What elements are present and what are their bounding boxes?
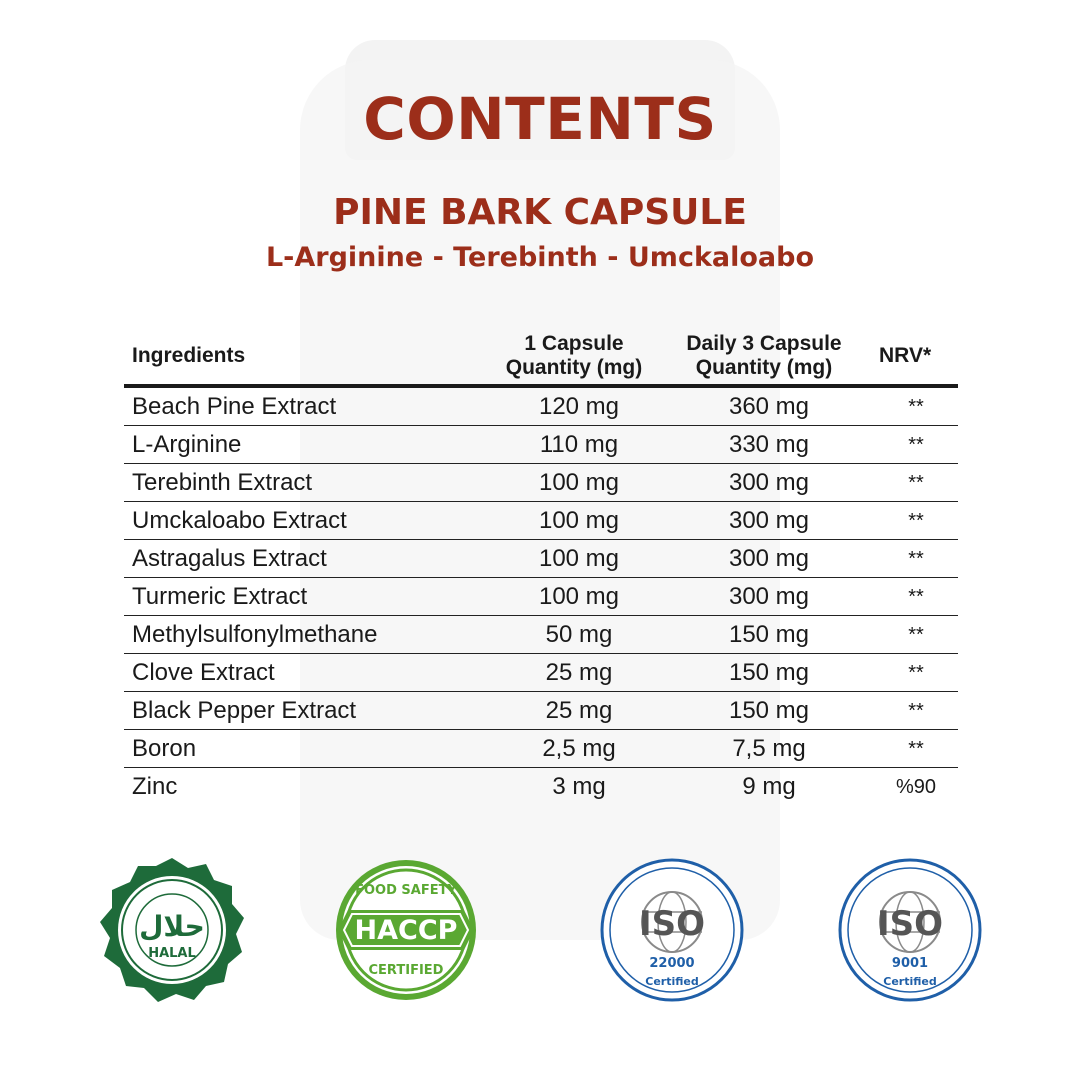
- one-capsule-quantity: 2,5 mg: [542, 735, 616, 762]
- one-capsule-quantity: 50 mg: [545, 621, 613, 648]
- nrv-value: **: [908, 510, 924, 532]
- iso-9001-seal-icon: [830, 850, 990, 1010]
- table-row: [124, 540, 958, 578]
- svg-text:22000: 22000: [649, 956, 695, 971]
- table-row: [124, 616, 958, 654]
- product-subtitle: L-Arginine - Terebinth - Umckaloabo: [265, 242, 815, 273]
- daily-quantity: 300 mg: [728, 469, 810, 496]
- one-capsule-quantity: 25 mg: [545, 659, 613, 686]
- daily-quantity: 150 mg: [728, 621, 810, 648]
- one-capsule-quantity: 25 mg: [545, 697, 613, 724]
- svg-text:ISO: ISO: [638, 904, 706, 944]
- daily-quantity: 300 mg: [728, 507, 810, 534]
- header-one-capsule-line1: 1 Capsule: [524, 332, 624, 355]
- halal-seal-icon: [92, 850, 252, 1010]
- svg-text:HALAL: HALAL: [148, 946, 196, 961]
- table-row: [124, 388, 958, 426]
- header-one-capsule-line2: Quantity (mg): [505, 356, 643, 379]
- daily-quantity: 150 mg: [728, 659, 810, 686]
- one-capsule-quantity: 120 mg: [538, 393, 620, 420]
- one-capsule-quantity: 100 mg: [538, 507, 620, 534]
- daily-quantity: 360 mg: [728, 393, 810, 420]
- table-row: [124, 692, 958, 730]
- one-capsule-quantity: 100 mg: [538, 469, 620, 496]
- daily-quantity: 300 mg: [728, 545, 810, 572]
- svg-text:حلال: حلال: [139, 910, 205, 943]
- iso-9001-badge: [830, 850, 990, 1010]
- ingredients-table: [124, 328, 958, 805]
- nrv-value: **: [908, 396, 924, 418]
- svg-text:CERTIFIED: CERTIFIED: [368, 963, 444, 978]
- nrv-value: **: [908, 548, 924, 570]
- haccp-seal-icon: [326, 850, 486, 1010]
- ingredient-name: Black Pepper Extract: [132, 697, 357, 724]
- table-header: [124, 328, 958, 388]
- nrv-value: **: [908, 700, 924, 722]
- halal-badge: [92, 850, 252, 1010]
- daily-quantity: 300 mg: [728, 583, 810, 610]
- daily-quantity: 330 mg: [728, 431, 810, 458]
- nrv-value: %90: [895, 776, 937, 798]
- ingredient-name: Boron: [132, 735, 197, 762]
- daily-quantity: 9 mg: [742, 773, 796, 800]
- one-capsule-quantity: 3 mg: [552, 773, 606, 800]
- ingredient-name: Astragalus Extract: [132, 545, 327, 572]
- one-capsule-quantity: 100 mg: [538, 583, 620, 610]
- ingredient-name: Umckaloabo Extract: [132, 507, 347, 534]
- table-row: [124, 730, 958, 768]
- header-daily-line2: Quantity (mg): [695, 356, 833, 379]
- table-row: [124, 464, 958, 502]
- svg-text:Certified: Certified: [645, 975, 699, 988]
- header-daily-line1: Daily 3 Capsule: [686, 332, 842, 355]
- nrv-value: **: [908, 434, 924, 456]
- nrv-value: **: [908, 472, 924, 494]
- page-title: CONTENTS: [363, 85, 717, 153]
- table-row: [124, 654, 958, 692]
- ingredient-name: Clove Extract: [132, 659, 275, 686]
- svg-text:HACCP: HACCP: [354, 915, 458, 946]
- ingredient-name: Turmeric Extract: [132, 583, 308, 610]
- iso-22000-badge: [592, 850, 752, 1010]
- ingredient-name: Terebinth Extract: [132, 469, 313, 496]
- svg-text:ISO: ISO: [876, 904, 944, 944]
- nrv-value: **: [908, 738, 924, 760]
- svg-text:9001: 9001: [891, 956, 929, 971]
- svg-text:Certified: Certified: [883, 975, 937, 988]
- ingredient-name: Zinc: [132, 773, 178, 800]
- ingredient-name: L-Arginine: [132, 431, 242, 458]
- table-row: [124, 768, 958, 805]
- header-nrv: NRV*: [879, 344, 932, 367]
- one-capsule-quantity: 110 mg: [539, 431, 619, 458]
- iso-22000-seal-icon: [592, 850, 752, 1010]
- nrv-value: **: [908, 624, 924, 646]
- ingredient-name: Methylsulfonylmethane: [132, 621, 378, 648]
- table-row: [124, 426, 958, 464]
- nrv-value: **: [908, 586, 924, 608]
- product-name: PINE BARK CAPSULE: [333, 192, 747, 233]
- svg-text:FOOD SAFETY: FOOD SAFETY: [355, 883, 457, 898]
- header-one-capsule: [484, 332, 664, 380]
- daily-quantity: 7,5 mg: [732, 735, 806, 762]
- one-capsule-quantity: 100 mg: [538, 545, 620, 572]
- daily-quantity: 150 mg: [728, 697, 810, 724]
- table-row: [124, 578, 958, 616]
- table-row: [124, 502, 958, 540]
- nrv-value: **: [908, 662, 924, 684]
- haccp-badge: [326, 850, 486, 1010]
- table-body: [124, 388, 958, 805]
- header-ingredients: Ingredients: [132, 344, 246, 367]
- ingredient-name: Beach Pine Extract: [132, 393, 337, 420]
- header-daily-three-capsule: [669, 332, 859, 380]
